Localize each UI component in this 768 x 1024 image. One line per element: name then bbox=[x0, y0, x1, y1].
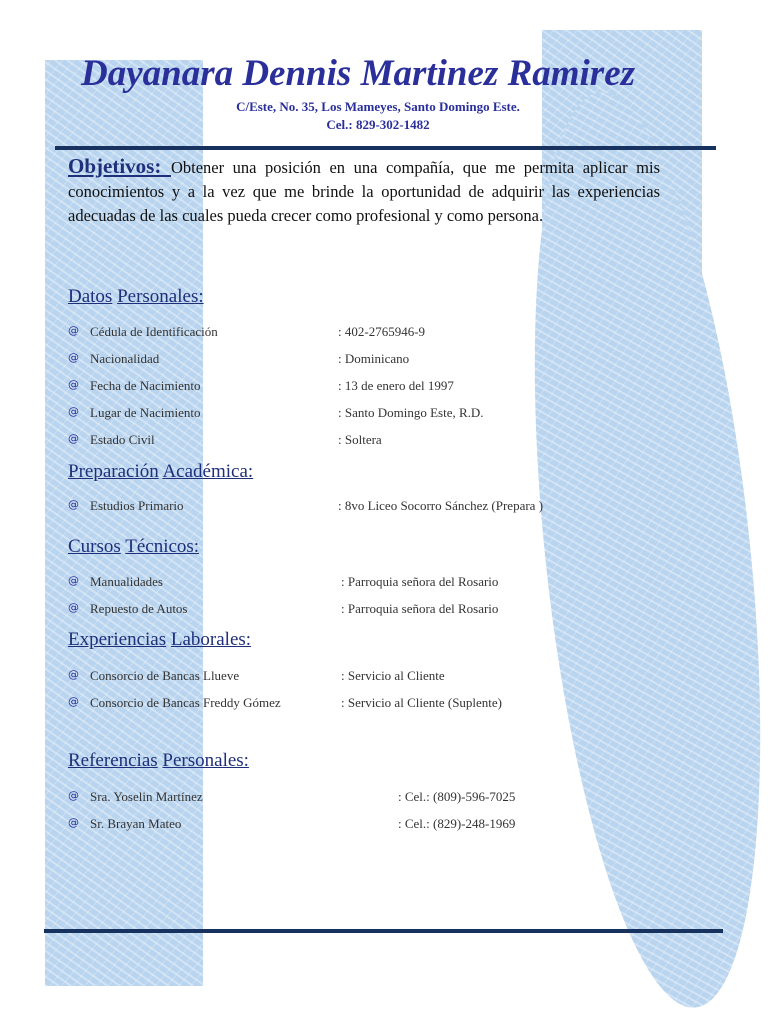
candidate-address: C/Este, No. 35, Los Mameyes, Santo Domingo Este. bbox=[236, 99, 520, 114]
at-sign-bullet-icon: @ bbox=[68, 695, 79, 708]
at-sign-bullet-icon: @ bbox=[68, 378, 79, 391]
at-sign-bullet-icon: @ bbox=[68, 324, 79, 337]
candidate-phone: Cel.: 829-302-1482 bbox=[326, 117, 430, 132]
at-sign-bullet-icon: @ bbox=[68, 574, 79, 587]
bottom-divider bbox=[44, 929, 723, 933]
at-sign-bullet-icon: @ bbox=[68, 498, 79, 511]
candidate-name: Dayanara Dennis Martinez Ramirez bbox=[80, 53, 636, 94]
objective-text: Obtener una posición en una compañía, que me permita aplicar mis conocimientos y a la vez que me brinde la oportunidad de adquirir las experiencias adecuadas de las cuales pueda crecer como profesional y como persona. bbox=[68, 158, 660, 225]
at-sign-bullet-icon: @ bbox=[68, 789, 79, 802]
at-sign-bullet-icon: @ bbox=[68, 405, 79, 418]
at-sign-bullet-icon: @ bbox=[68, 601, 79, 614]
section-title-personal: Datos Personales: bbox=[68, 286, 204, 307]
section-title-courses: Cursos Técnicos: bbox=[68, 536, 200, 557]
section-title-academic: Preparación Académica: bbox=[68, 461, 254, 482]
section-title-references: Referencias Personales: bbox=[68, 750, 249, 771]
section-title-experience: Experiencias Laborales: bbox=[68, 629, 252, 650]
objective-paragraph bbox=[68, 154, 660, 228]
objective-label: Objetivos: bbox=[68, 154, 171, 178]
at-sign-bullet-icon: @ bbox=[68, 432, 79, 445]
resume-page: Dayanara Dennis Martinez Ramirez C/Este, No. 35, Los Mameyes, Santo Domingo Este. Cel.: 829-302-1482 Objetivos: Obtener una posición en una compañía, que me permita aplicar mis conocimientos y a la vez que me brinde la oportunidad de adquirir las experiencias adecuadas de las cuales pueda crecer como profesional y como persona. Datos Personales: @ Cédula de Identificación : 402-2765946-9 @ Nacionalidad : Dominicano @ Fecha de Nacimiento : 13 de enero del 1997 @ Lugar de Nacimiento : Santo Domingo Este, R.D. @ Estado Civil : Soltera Preparación Académica: @ Estudios Primario : 8vo Liceo Socorro Sánchez (Prepara ) Cursos Técnicos: @ Manualidades : Parroquia señora del Rosario @ Repuesto de Autos : Parroquia señora del Rosario Experiencias Laborales: @ Consorcio de Bancas Llueve : Servicio al Cliente @ Consorcio de Bancas Freddy Gómez : Servicio al Cliente (Suplente) Referencias Personales: @ Sra. Yoselin Martínez : Cel.: (809)-596-7025 @ Sr. Brayan Mateo : Cel.: (829)-248-1969 bbox=[0, 0, 768, 1024]
top-divider bbox=[55, 146, 716, 150]
at-sign-bullet-icon: @ bbox=[68, 816, 79, 829]
at-sign-bullet-icon: @ bbox=[68, 351, 79, 364]
at-sign-bullet-icon: @ bbox=[68, 668, 79, 681]
